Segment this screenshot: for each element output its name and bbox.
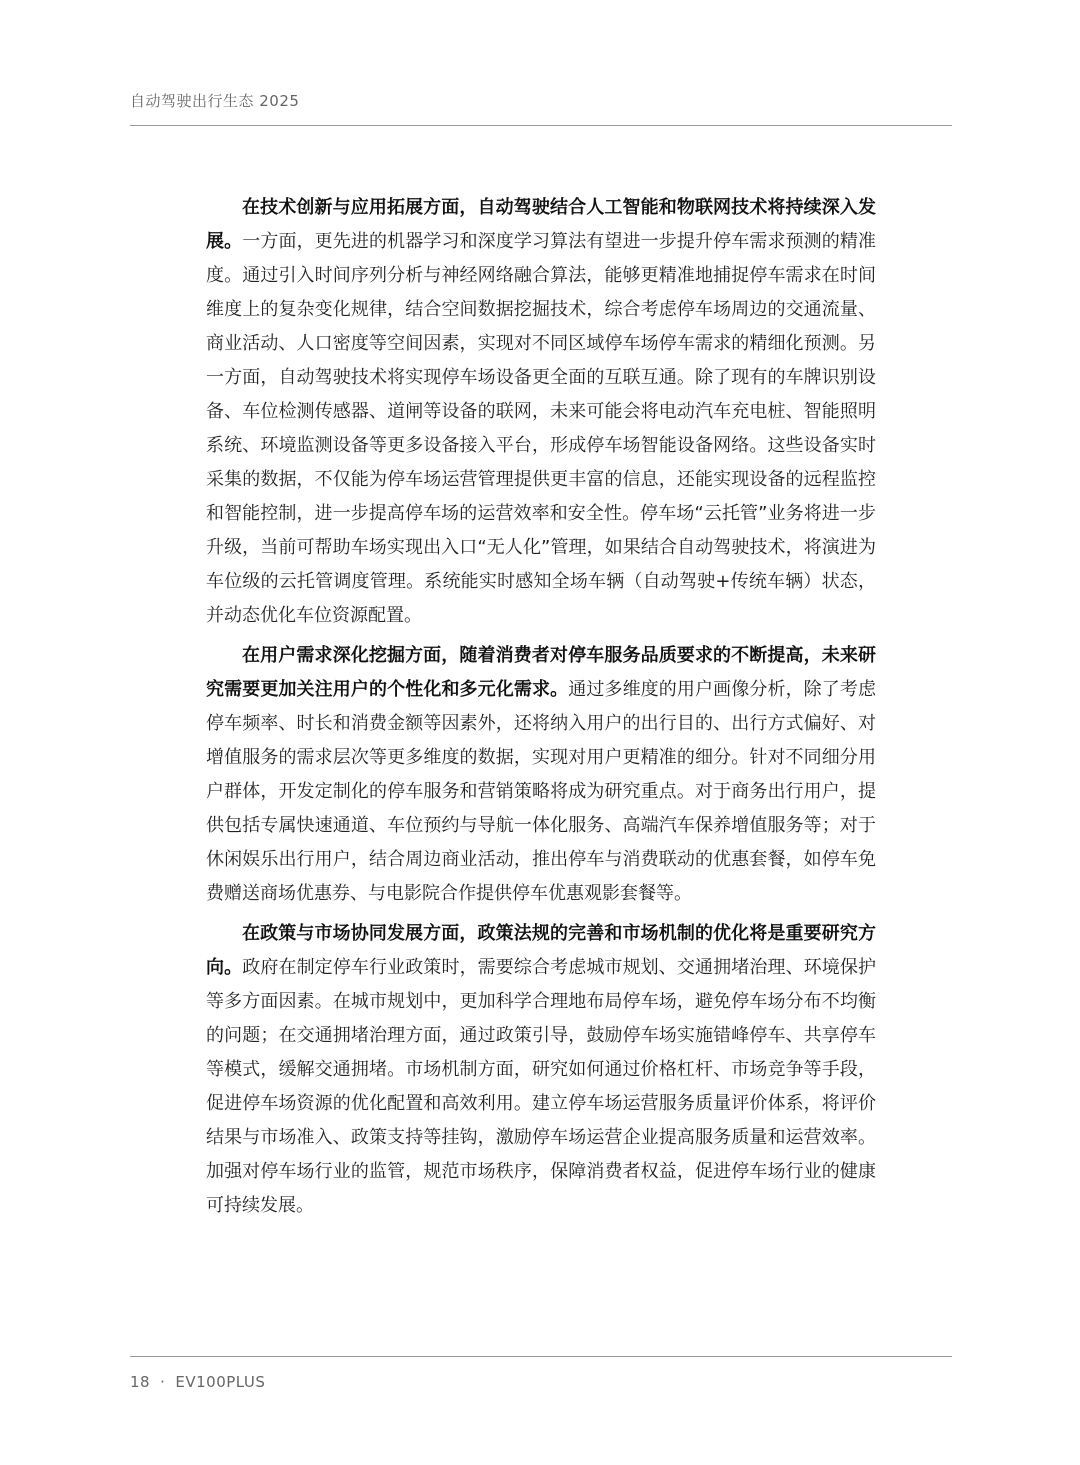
footer-line [130,1373,265,1391]
page-header [130,88,952,126]
paragraph-text: 一方面，更先进的机器学习和深度学习算法有望进一步提升停车需求预测的精准度。通过引入时间序列分析与神经网络融合算法，能够更精准地捕捉停车需求在时间维度上的复杂变化规律，结合空间数据挖掘技术，综合考虑停车场周边的交通流量、商业活动、人口密度等空间因素，实现对不同区域停车场停车需求的精细化预测。另一方面，自动驾驶技术将实现停车场设备更全面的互联互通。除了现有的车牌识别设备、车位检测传感器、道闸等设备的联网，未来可能会将电动汽车充电桩、智能照明系统、环境监测设备等更多设备接入平台，形成停车场智能设备网络。这些设备实时采集的数据，不仅能为停车场运营管理提供更丰富的信息，还能实现设备的远程监控和智能控制，进一步提高停车场的运营效率和安全性。停车场“云托管”业务将进一步升级，当前可帮助车场实现出入口“无人化”管理，如果结合自动驾驶技术，将演进为车位级的云托管调度管理。系统能实时感知全场车辆（自动驾驶+传统车辆）状态，并动态优化车位资源配置。 [206,231,877,626]
footer-separator: · [160,1373,166,1391]
footer-brand: EV100PLUS [175,1373,266,1391]
paragraph-lead: 在用户需求深化挖掘方面，随着消费者对停车服务品质要求的不断提高，未来研究需要更加关注用户的个性化和多元化需求。 [206,645,876,700]
paragraph-user-demand [206,639,876,911]
paragraph-policy-market [206,917,876,1223]
paragraph-lead: 在政策与市场协同发展方面，政策法规的完善和市场机制的优化将是重要研究方向。 [206,923,876,978]
page-number: 18 [130,1373,151,1391]
paragraph-text: 政府在制定停车行业政策时，需要综合考虑城市规划、交通拥堵治理、环境保护等多方面因素。在城市规划中，更加科学合理地布局停车场，避免停车场分布不均衡的问题；在交通拥堵治理方面，通过政策引导，鼓励停车场实施错峰停车、共享停车等模式，缓解交通拥堵。市场机制方面，研究如何通过价格杠杆、市场竞争等手段，促进停车场资源的优化配置和高效利用。建立停车场运营服务质量评价体系，将评价结果与市场准入、政策支持等挂钩，激励停车场运营企业提高服务质量和运营效率。加强对停车场行业的监管，规范市场秩序，保障消费者权益，促进停车场行业的健康可持续发展。 [206,957,877,1216]
page-footer [130,1356,952,1391]
header-title: 自动驾驶出行生态 2025 [130,92,300,110]
article-body [206,191,876,1229]
paragraph-tech-innovation [206,191,876,633]
paragraph-text: 通过多维度的用户画像分析，除了考虑停车频率、时长和消费金额等因素外，还将纳入用户的出行目的、出行方式偏好、对增值服务的需求层次等更多维度的数据，实现对用户更精准的细分。针对不同细分用户群体，开发定制化的停车服务和营销策略将成为研究重点。对于商务出行用户，提供包括专属快速通道、车位预约与导航一体化服务、高端汽车保养增值服务等；对于休闲娱乐出行用户，结合周边商业活动，推出停车与消费联动的优惠套餐，如停车免费赠送商场优惠券、与电影院合作提供停车优惠观影套餐等。 [206,679,877,904]
paragraph-lead: 在技术创新与应用拓展方面，自动驾驶结合人工智能和物联网技术将持续深入发展。 [206,197,876,252]
